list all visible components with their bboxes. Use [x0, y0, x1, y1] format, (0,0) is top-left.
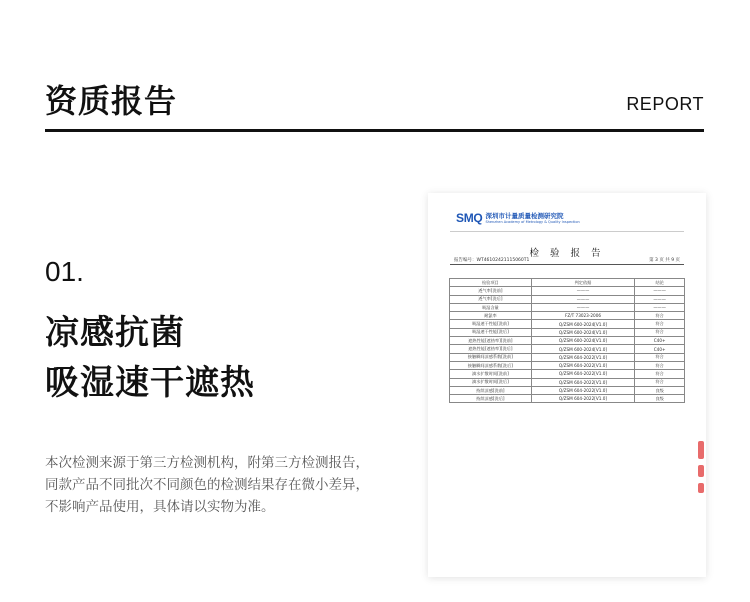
description-line: 同款产品不同批次不同颜色的检测结果存在微小差异，	[45, 477, 369, 493]
table-cell: ———	[635, 287, 685, 295]
logo-divider	[450, 231, 684, 232]
report-number: 报告编号：WT46102421115060T1	[454, 258, 530, 263]
results-table	[449, 278, 685, 403]
description-line: 不影响产品使用，具体请以实物为准。	[45, 499, 275, 515]
table-cell: 符合	[635, 312, 685, 320]
table-cell: 透气率[洗后]	[450, 295, 532, 303]
table-cell: 透气率[洗前]	[450, 287, 532, 295]
table-cell: Q/ZSM 604-2022[V1.0]	[531, 386, 635, 394]
table-row	[450, 386, 685, 394]
table-row	[450, 395, 685, 403]
table-cell: 吸湿速干性能[洗后]	[450, 328, 532, 336]
table-cell: C40+	[635, 345, 685, 353]
table-cell: Q/ZSM 600-2024[V1.0]	[531, 337, 635, 345]
report-document-image	[428, 193, 706, 577]
document-title: 检 验 报 告	[529, 248, 605, 259]
table-cell: 耐氯率	[450, 312, 532, 320]
logo-mark: SMQ	[456, 211, 483, 225]
table-cell: 符合	[635, 328, 685, 336]
table-row	[450, 303, 685, 311]
meta-divider	[450, 264, 684, 265]
table-cell: 滴水扩散时间[洗后]	[450, 378, 532, 386]
header-divider	[45, 129, 704, 132]
table-cell: 符合	[635, 353, 685, 361]
table-row	[450, 353, 685, 361]
page-title: 资质报告	[45, 82, 178, 120]
table-row	[450, 287, 685, 295]
table-row	[450, 320, 685, 328]
table-header-row	[450, 279, 685, 287]
table-cell: Q/ZSM 604-2022[V1.0]	[531, 353, 635, 361]
table-row	[450, 337, 685, 345]
table-row	[450, 361, 685, 369]
table-cell: 滴水扩散时间[洗前]	[450, 370, 532, 378]
table-cell: 符合	[635, 361, 685, 369]
table-cell: 接触瞬间凉感系数[洗前]	[450, 353, 532, 361]
table-row	[450, 312, 685, 320]
table-cell: ———	[635, 303, 685, 311]
red-seal-stamp	[698, 441, 704, 459]
table-cell: 符合	[635, 370, 685, 378]
logo-name: 深圳市计量质量检测研究院	[485, 211, 564, 220]
table-cell: 良级	[635, 395, 685, 403]
table-row	[450, 295, 685, 303]
red-seal-stamp	[698, 483, 704, 493]
page-info: 第 3 页 共 9 页	[649, 258, 680, 263]
red-seal-stamp	[698, 465, 704, 477]
table-header-cell: 判定依据	[531, 279, 635, 287]
smq-logo	[456, 211, 580, 225]
table-cell: Q/ZSM 600-2024[V1.0]	[531, 328, 635, 336]
description-line: 本次检测来源于第三方检测机构，附第三方检测报告，	[45, 455, 369, 471]
section-number: 01.	[45, 256, 84, 287]
table-cell: 遮热性能[遮热率][洗后]	[450, 345, 532, 353]
table-header-cell: 结论	[635, 279, 685, 287]
table-cell: 持续凉感[洗前]	[450, 386, 532, 394]
table-cell: 吸湿速干性能[洗前]	[450, 320, 532, 328]
table-row	[450, 345, 685, 353]
logo-subtitle: Shenzhen Academy of Metrology & Quality Inspection	[485, 219, 580, 224]
table-cell: Q/ZSM 604-2022[V1.0]	[531, 361, 635, 369]
table-cell: Q/ZSM 604-2022[V1.0]	[531, 370, 635, 378]
table-cell: 良级	[635, 386, 685, 394]
table-cell: ———	[531, 295, 635, 303]
table-header-cell: 检验项目	[450, 279, 532, 287]
table-cell: 持续凉感[洗后]	[450, 395, 532, 403]
table-cell: Q/ZSM 604-2022[V1.0]	[531, 378, 635, 386]
section-heading-line2: 吸湿速干遮热	[45, 363, 255, 403]
table-row	[450, 328, 685, 336]
table-row	[450, 378, 685, 386]
table-cell: 符合	[635, 320, 685, 328]
table-cell: Q/ZSM 600-2024[V1.0]	[531, 345, 635, 353]
table-cell: ———	[531, 287, 635, 295]
table-cell: ———	[635, 295, 685, 303]
section-heading-line1: 凉感抗菌	[45, 313, 185, 353]
report-label: REPORT	[626, 94, 704, 114]
table-cell: C40+	[635, 337, 685, 345]
table-cell: 接触瞬间凉感系数[洗后]	[450, 361, 532, 369]
table-cell: 遮热性能[遮热率][洗前]	[450, 337, 532, 345]
table-cell: FZ/T 73023-2006	[531, 312, 635, 320]
table-cell: ———	[531, 303, 635, 311]
section-description	[45, 452, 385, 518]
table-cell: Q/ZSM 604-2022[V1.0]	[531, 395, 635, 403]
table-cell: Q/ZSM 600-2024[V1.0]	[531, 320, 635, 328]
table-cell: 符合	[635, 378, 685, 386]
table-cell: 吸湿含量	[450, 303, 532, 311]
table-row	[450, 370, 685, 378]
